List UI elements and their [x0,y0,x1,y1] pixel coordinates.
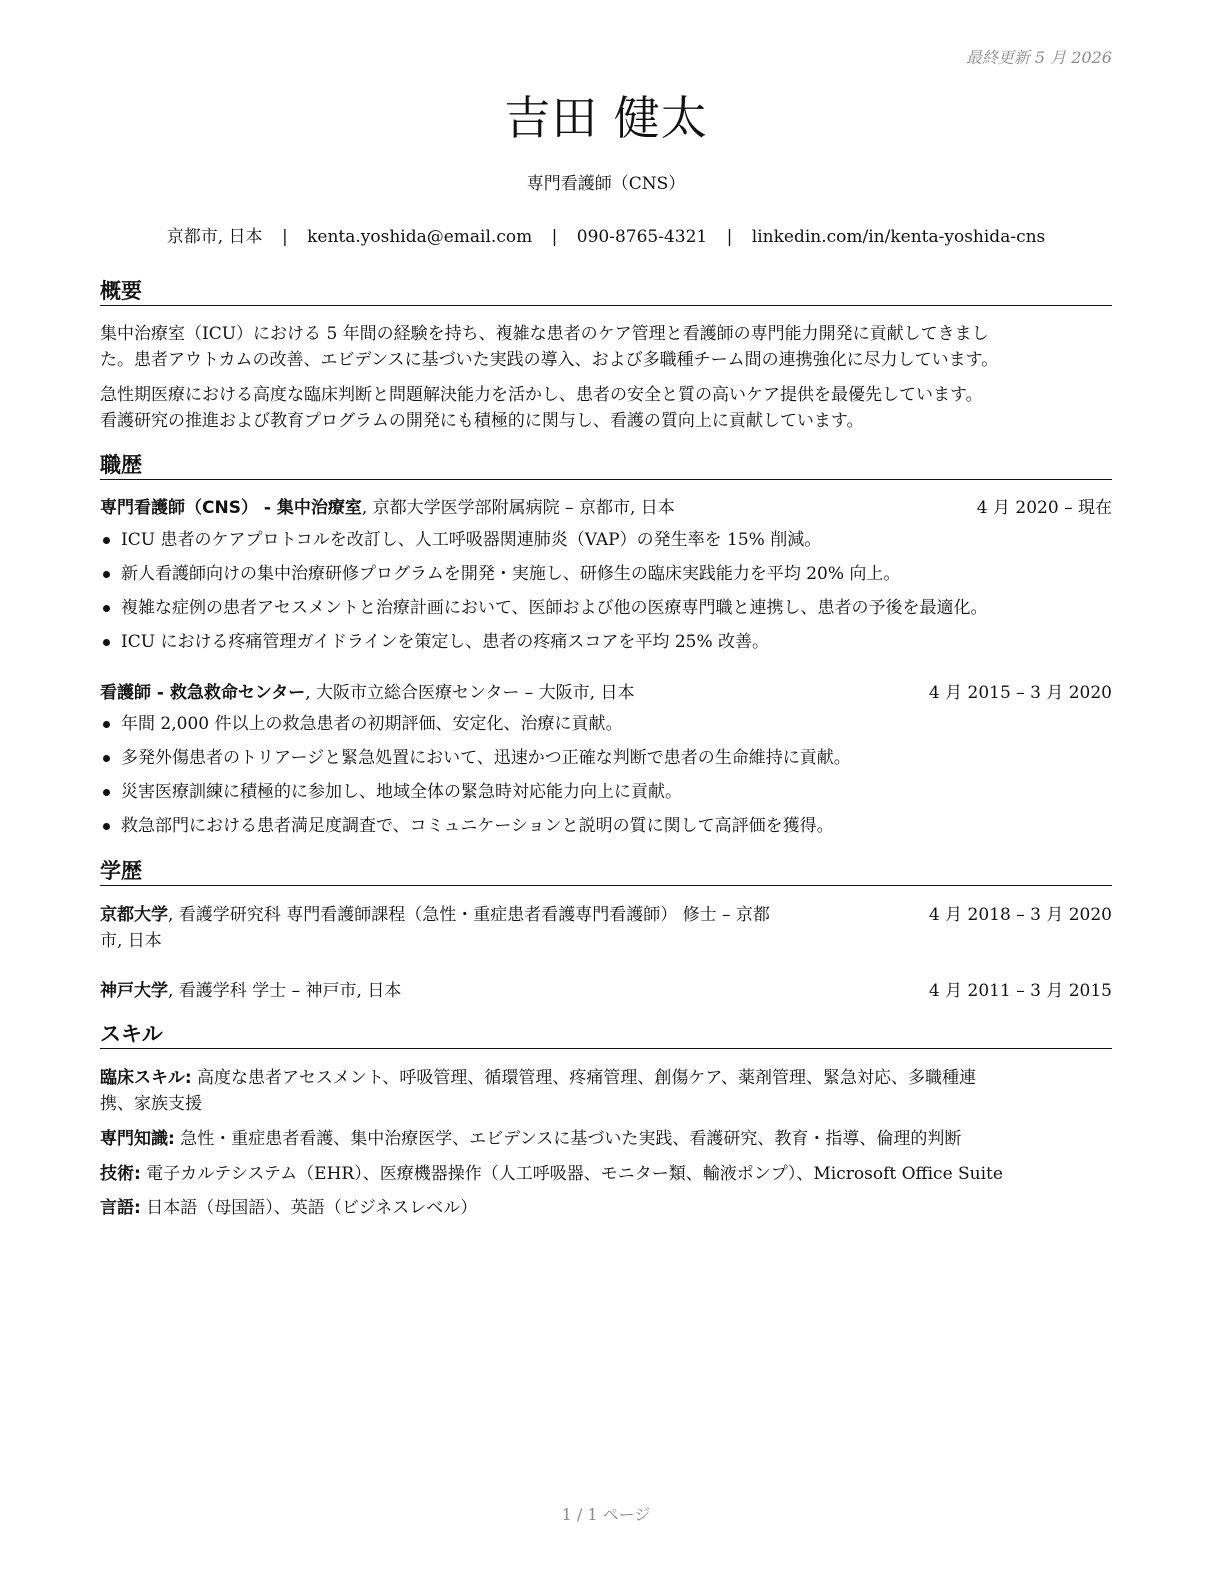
resume-page [100,0,1112,1584]
page-indicator: 1 / 1 ページ [561,1505,651,1524]
education-detail: , 看護学研究科 専門看護師課程（急性・重症患者看護専門看護師） 修士 – 京都 [168,905,770,925]
contact-location: 京都市, 日本 [166,227,263,247]
list-item: 新人看護師向けの集中治療研修プログラムを開発・実施し、研修生の臨床実践能力を平均 20% 向上。 [100,561,1112,595]
summary-line: た。患者アウトカムの改善、エビデンスに基づいた実践の導入、および多職種チーム間の連携強化に尽力しています。 [100,350,999,370]
list-item: 年間 2,000 件以上の救急患者の初期評価、安定化、治療に貢献。 [100,711,1112,745]
skill-value: 急性・重症患者看護、集中治療医学、エビデンスに基づいた実践、看護研究、教育・指導、倫理的判断 [174,1129,962,1149]
contact-line [100,225,1112,249]
list-item: 災害医療訓練に積極的に参加し、地域全体の緊急時対応能力向上に貢献。 [100,779,1112,813]
contact-linkedin[interactable]: linkedin.com/in/kenta-yoshida-cns [751,227,1046,247]
list-item: 複雑な症例の患者アセスメントと治療計画において、医師および他の医療専門職と連携し、患者の予後を最適化。 [100,595,1112,629]
list-item: ICU 患者のケアプロトコルを改訂し、人工呼吸器関連肺炎（VAP）の発生率を 15% 削減。 [100,527,1112,561]
job-dates: 4 月 2015 – 3 月 2020 [928,683,1112,703]
section-heading-skills: スキル [100,1021,1112,1049]
list-item: ICU における疼痛管理ガイドラインを策定し、患者の疼痛スコアを平均 25% 改善。 [100,629,1112,663]
list-item: 多発外傷患者のトリアージと緊急処置において、迅速かつ正確な判断で患者の生命維持に貢献。 [100,745,1112,779]
last-updated: 最終更新 5 月 2026 [965,48,1112,67]
education-dates: 4 月 2011 – 3 月 2015 [928,981,1112,1001]
section-heading-education: 学歴 [100,858,1112,886]
summary-paragraph-1 [100,321,1112,373]
skill-value: 携、家族支援 [100,1094,202,1114]
job-role: 看護師 - 救急救命センター [100,683,306,703]
skill-knowledge [100,1126,1112,1152]
job-org: , 京都大学医学部附属病院 – 京都市, 日本 [361,498,675,518]
candidate-title: 専門看護師（CNS） [526,174,686,194]
skill-language [100,1195,1112,1221]
list-item: 救急部門における患者満足度調査で、コミュニケーションと説明の質に関して高評価を獲得。 [100,813,1112,847]
skill-value: 高度な患者アセスメント、呼吸管理、循環管理、疼痛管理、創傷ケア、薬剤管理、緊急対応、多職種連 [191,1068,976,1088]
education-detail: 市, 日本 [100,931,162,951]
skill-label: 臨床スキル: [100,1068,192,1088]
job-dates: 4 月 2020 – 現在 [976,498,1112,518]
candidate-name: 吉田 健太 [504,91,708,145]
job-bullets [100,711,1112,847]
skill-value: 電子カルテシステム（EHR）、医療機器操作（人工呼吸器、モニター類、輸液ポンプ）、Microsoft Office Suite [140,1164,1003,1184]
contact-separator: | [726,227,733,247]
job-bullets [100,527,1112,663]
contact-email[interactable]: kenta.yoshida@email.com [307,227,533,247]
job-role: 専門看護師（CNS） - 集中治療室 [100,498,362,518]
contact-separator: | [281,227,288,247]
school-name: 京都大学 [100,905,168,925]
section-heading-summary: 概要 [100,278,1112,306]
skill-clinical [100,1065,1112,1117]
skill-label: 専門知識: [100,1129,175,1149]
section-heading-experience: 職歴 [100,452,1112,480]
school-name: 神戸大学 [100,981,168,1001]
summary-paragraph-2 [100,382,1112,434]
job-org: , 大阪市立総合医療センター – 大阪市, 日本 [305,683,635,703]
education-detail: , 看護学科 学士 – 神戸市, 日本 [168,981,402,1001]
summary-line: 急性期医療における高度な臨床判断と問題解決能力を活かし、患者の安全と質の高いケア提供を最優先しています。 [100,385,983,405]
skill-label: 技術: [100,1164,141,1184]
contact-phone: 090-8765-4321 [576,227,708,247]
skill-tech [100,1161,1112,1187]
summary-line: 集中治療室（ICU）における 5 年間の経験を持ち、複雑な患者のケア管理と看護師の専門能力開発に貢献してきまし [100,324,989,344]
education-dates: 4 月 2018 – 3 月 2020 [928,905,1112,925]
contact-separator: | [551,227,558,247]
summary-line: 看護研究の推進および教育プログラムの開発にも積極的に関与し、看護の質向上に貢献しています。 [100,411,864,431]
skill-label: 言語: [100,1198,141,1218]
skill-value: 日本語（母国語）、英語（ビジネスレベル） [140,1198,478,1218]
